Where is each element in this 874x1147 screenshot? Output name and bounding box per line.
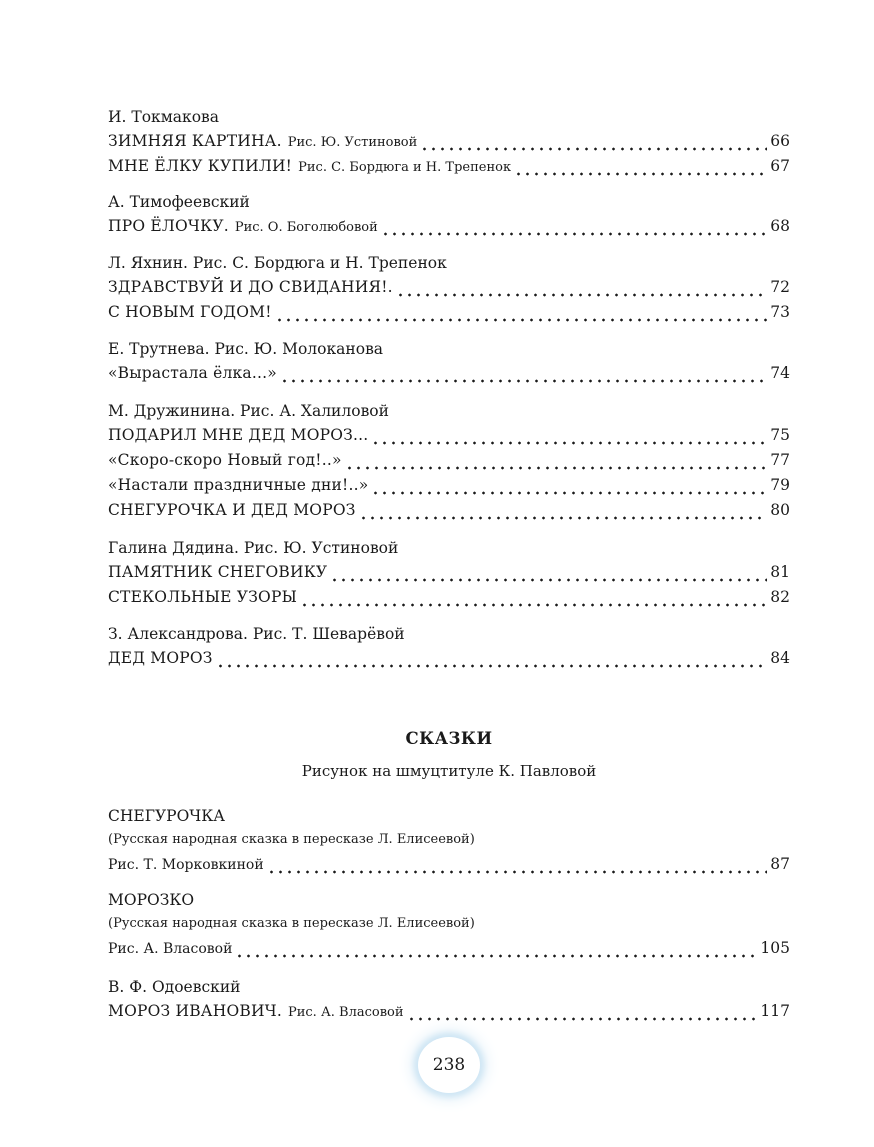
entry-illustrator: Рис. О. Боголюбовой	[234, 220, 378, 235]
toc-group	[108, 622, 790, 671]
dot-leader	[420, 137, 767, 151]
entry-page: 105	[760, 939, 790, 957]
dot-leader	[371, 431, 767, 445]
tale-note: (Русская народная сказка в пересказе Л. Елисеевой)	[108, 832, 475, 847]
toc-group	[108, 536, 790, 610]
toc-entry[interactable]	[108, 936, 790, 961]
entry-illustrator: Рис. С. Бордюга и Н. Трепенок	[298, 160, 512, 175]
entry-page: 84	[770, 649, 790, 667]
author-name: И. Токмакова	[108, 108, 220, 126]
entry-title: СТЕКОЛЬНЫЕ УЗОРЫ	[108, 588, 298, 606]
toc-entry[interactable]	[108, 999, 790, 1024]
entry-title: ПАМЯТНИК СНЕГОВИКУ	[108, 563, 328, 581]
toc-entry[interactable]	[108, 214, 790, 239]
entry-title: «Настали праздничные дни!..»	[108, 476, 369, 494]
toc-entry[interactable]	[108, 423, 790, 448]
dot-leader	[371, 481, 767, 495]
page-number: 238	[418, 1037, 480, 1093]
entry-page: 87	[770, 855, 790, 873]
tale-title: СНЕГУРОЧКА	[108, 807, 226, 825]
entry-page: 68	[770, 217, 790, 235]
entry-page: 74	[770, 364, 790, 382]
entry-illustrator: Рис. Ю. Устиновой	[287, 135, 418, 150]
entry-page: 77	[770, 451, 790, 469]
toc-entry[interactable]	[108, 646, 790, 671]
section-subtitle: Рисунок на шмуцтитуле К. Павловой	[301, 762, 597, 780]
toc-entry[interactable]	[108, 585, 790, 610]
toc-entry[interactable]	[108, 473, 790, 498]
author-name: Л. Яхнин. Рис. С. Бордюга и Н. Трепенок	[108, 254, 447, 272]
author-name: З. Александрова. Рис. Т. Шеварёвой	[108, 625, 405, 643]
entry-page: 75	[770, 426, 790, 444]
toc-group	[108, 975, 790, 1024]
toc-entry[interactable]	[108, 361, 790, 386]
author-name: Е. Трутнева. Рис. Ю. Молоканова	[108, 340, 384, 358]
dot-leader	[514, 162, 767, 176]
entry-title: ДЕД МОРОЗ	[108, 649, 213, 667]
toc-group	[108, 251, 790, 325]
entry-page: 80	[770, 501, 790, 519]
dot-leader	[216, 654, 768, 668]
dot-leader	[359, 506, 768, 520]
entry-page: 67	[770, 157, 790, 175]
entry-page: 72	[770, 278, 790, 296]
entry-title: ПОДАРИЛ МНЕ ДЕД МОРОЗ...	[108, 426, 369, 444]
dot-leader	[280, 369, 767, 383]
entry-title: С НОВЫМ ГОДОМ!	[108, 303, 272, 321]
entry-title: ЗДРАВСТВУЙ И ДО СВИДАНИЯ!.	[108, 278, 393, 296]
toc-group	[108, 888, 790, 961]
dot-leader	[267, 860, 768, 874]
entry-illustrator: Рис. А. Власовой	[287, 1005, 404, 1020]
entry-page: 82	[770, 588, 790, 606]
entry-page: 79	[770, 476, 790, 494]
toc-group	[108, 105, 790, 179]
dot-leader	[300, 593, 767, 607]
toc-entry[interactable]	[108, 275, 790, 300]
dot-leader	[235, 944, 757, 958]
entry-title: МНЕ ЁЛКУ КУПИЛИ!	[108, 157, 293, 175]
entry-title: «Скоро-скоро Новый год!..»	[108, 451, 342, 469]
entry-title: «Вырастала ёлка...»	[108, 364, 277, 382]
dot-leader	[330, 568, 767, 582]
tale-note: (Русская народная сказка в пересказе Л. Елисеевой)	[108, 916, 475, 931]
entry-page: 117	[760, 1002, 790, 1020]
toc-entry[interactable]	[108, 498, 790, 523]
dot-leader	[345, 456, 768, 470]
author-name: Галина Дядина. Рис. Ю. Устиновой	[108, 539, 399, 557]
toc-group	[108, 190, 790, 239]
toc-group	[108, 337, 790, 386]
toc-entry[interactable]	[108, 154, 790, 179]
entry-title: МОРОЗ ИВАНОВИЧ.	[108, 1002, 282, 1020]
entry-title: СНЕГУРОЧКА И ДЕД МОРОЗ	[108, 501, 356, 519]
toc-group	[108, 804, 790, 877]
entry-page: 81	[770, 563, 790, 581]
section-title: СКАЗКИ	[405, 729, 493, 748]
toc-group	[108, 399, 790, 523]
toc-entry[interactable]	[108, 852, 790, 877]
toc-entry[interactable]	[108, 300, 790, 325]
entry-title: ЗИМНЯЯ КАРТИНА.	[108, 132, 282, 150]
author-name: М. Дружинина. Рис. А. Халиловой	[108, 402, 389, 420]
author-name: В. Ф. Одоевский	[108, 978, 241, 996]
entry-page: 73	[770, 303, 790, 321]
dot-leader	[381, 222, 767, 236]
entry-illustrator: Рис. А. Власовой	[108, 941, 233, 957]
entry-illustrator: Рис. Т. Морковкиной	[108, 857, 264, 873]
toc-entry[interactable]	[108, 129, 790, 154]
tale-title: МОРОЗКО	[108, 891, 195, 909]
dot-leader	[396, 283, 768, 297]
entry-title: ПРО ЁЛОЧКУ.	[108, 217, 229, 235]
toc-entry[interactable]	[108, 448, 790, 473]
author-name: А. Тимофеевский	[108, 193, 250, 211]
dot-leader	[275, 308, 768, 322]
toc-entry[interactable]	[108, 560, 790, 585]
entry-page: 66	[770, 132, 790, 150]
dot-leader	[407, 1007, 758, 1021]
